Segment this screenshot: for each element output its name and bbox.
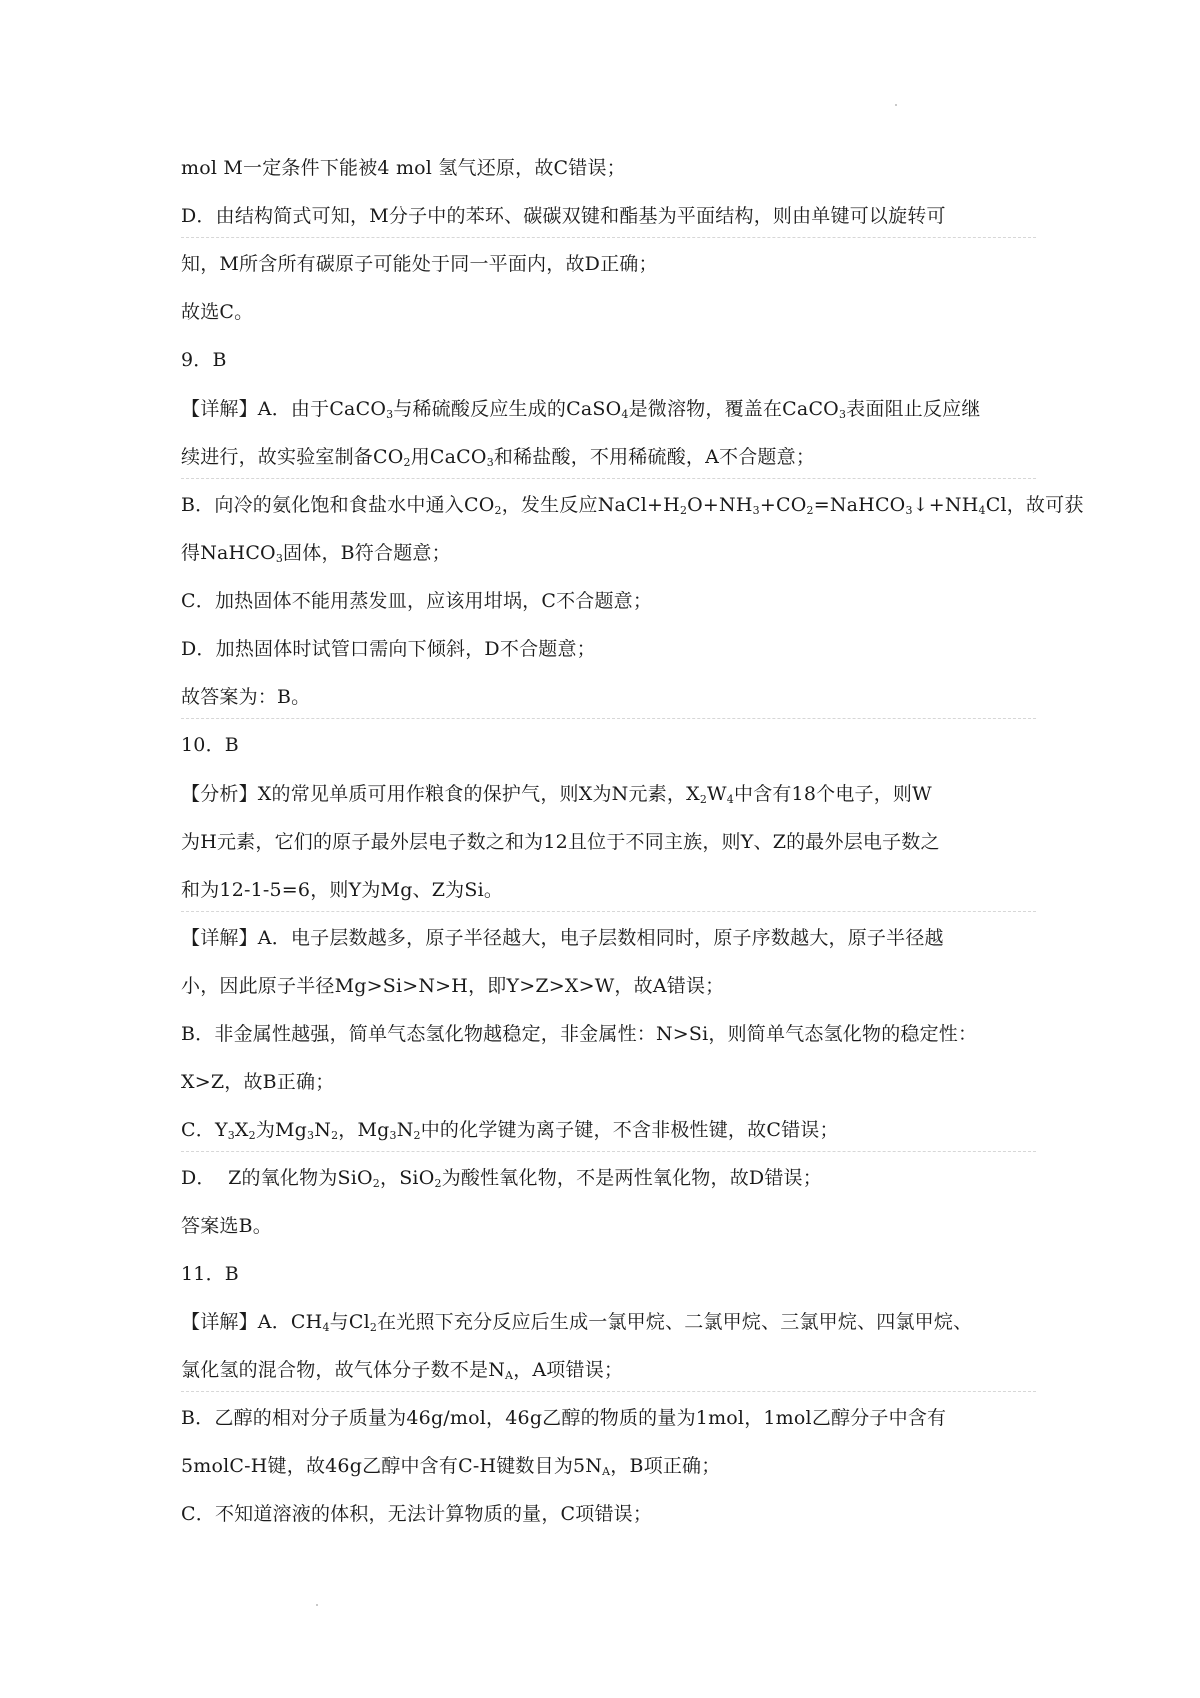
text-line: mol M一定条件下能被4 mol 氢气还原，故C错误； (181, 157, 626, 179)
text-line: C．加热固体不能用蒸发皿，应该用坩埚，C不合题意； (181, 590, 653, 612)
page-speck (316, 1604, 318, 1606)
text-line: D． Z的氧化物为SiO$_2$，SiO$_2$为酸性氧化物，不是两性氧化物，故D错误； (181, 1167, 822, 1190)
line-divider (181, 718, 1036, 719)
text-line: D．由结构简式可知，M分子中的苯环、碳碳双键和酯基为平面结构，则由单键可以旋转可 (181, 205, 946, 227)
page-speck (895, 104, 897, 106)
answer-heading: 10．B (181, 734, 239, 756)
text-line: 氯化氢的混合物，故气体分子数不是$N_A$，A项错误； (181, 1359, 624, 1382)
text-line: B．乙醇的相对分子质量为46g/mol，46g乙醇的物质的量为1mol，1mol乙醇分子中含有 (181, 1407, 947, 1429)
text-line: 故选C。 (181, 301, 254, 323)
text-line: 【详解】A．由于CaCO$_3$与稀硫酸反应生成的CaSO$_4$是微溶物，覆盖在CaCO$_3$表面阻止反应继 (181, 398, 981, 421)
text-line: 故答案为：B。 (181, 686, 311, 708)
answer-heading: 11．B (181, 1263, 239, 1285)
text-line: D．加热固体时试管口需向下倾斜，D不合题意； (181, 638, 596, 660)
text-line: 【分析】X的常见单质可用作粮食的保护气，则X为N元素，$X_2W_4$中含有18个电子，则W (181, 783, 932, 806)
text-line: 得NaHCO$_3$固体，B符合题意； (181, 542, 451, 565)
text-line: 和为12-1-5=6，则Y为Mg、Z为Si。 (181, 879, 504, 901)
text-line: 答案选B。 (181, 1215, 272, 1237)
text-line: 5molC-H键，故46g乙醇中含有C-H键数目为$5N_A$，B项正确； (181, 1455, 721, 1478)
line-divider (181, 911, 1036, 912)
line-divider (181, 1151, 1036, 1152)
text-line: 小，因此原子半径Mg>Si>N>H，即Y>Z>X>W，故A错误； (181, 975, 725, 997)
text-line: 【详解】A．$CH_4$与$Cl_2$在光照下充分反应后生成一氯甲烷、二氯甲烷、三氯甲烷、四氯甲烷、 (181, 1311, 973, 1334)
text-line: C．$Y_3X_2$为$Mg_3N_2$，$Mg_3N_2$中的化学键为离子键，不含非极性键，故C错误； (181, 1119, 839, 1142)
text-line: 为H元素，它们的原子最外层电子数之和为12且位于不同主族，则Y、Z的最外层电子数之 (181, 831, 940, 853)
line-divider (181, 237, 1036, 238)
answer-heading: 9．B (181, 349, 227, 371)
text-line: B．非金属性越强，简单气态氢化物越稳定，非金属性：N>Si，则简单气态氢化物的稳定性： (181, 1023, 978, 1045)
line-divider (181, 1391, 1036, 1392)
text-line: 知，M所含所有碳原子可能处于同一平面内，故D正确； (181, 253, 658, 275)
text-line: B．向冷的氨化饱和食盐水中通入$CO_2$，发生反应$NaCl+H_2O+NH_3+CO_2=NaHCO_3↓+NH_4Cl$，故可获 (181, 494, 1084, 517)
text-line: C．不知道溶液的体积，无法计算物质的量，C项错误； (181, 1503, 653, 1525)
text-line: X>Z，故B正确； (181, 1071, 335, 1093)
text-line: 续进行，故实验室制备$CO_2$用CaCO$_3$和稀盐酸，不用稀硫酸，A不合题意； (181, 446, 816, 469)
line-divider (181, 478, 1036, 479)
text-line: 【详解】A．电子层数越多，原子半径越大，电子层数相同时，原子序数越大，原子半径越 (181, 927, 944, 949)
